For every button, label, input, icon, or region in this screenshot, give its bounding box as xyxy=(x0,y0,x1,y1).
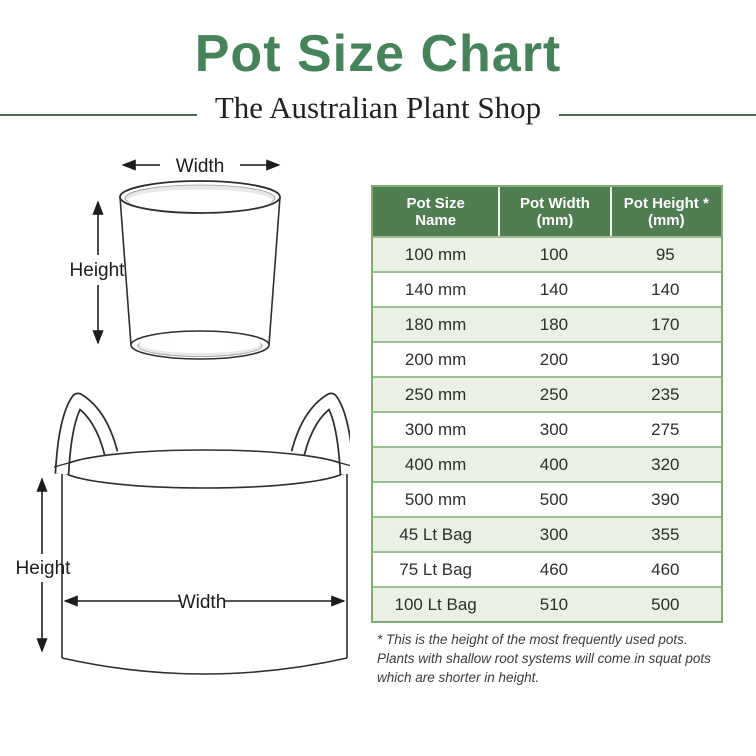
pot-height-cell: 275 xyxy=(651,419,680,439)
grow-bag-diagram xyxy=(15,390,350,700)
pot-width-cell: 300 xyxy=(539,419,569,439)
pot-size-name-cell: 100 mm xyxy=(404,244,467,264)
left-divider-line xyxy=(0,114,197,116)
table-row xyxy=(373,446,721,481)
subtitle-row xyxy=(0,88,756,128)
right-divider-line xyxy=(559,114,756,116)
pot-height-label: Height xyxy=(69,260,125,281)
pot-size-name-cell: 300 mm xyxy=(404,419,467,439)
shop-name-subtitle: The Australian Plant Shop xyxy=(214,90,542,125)
table-body xyxy=(373,236,721,621)
table-row xyxy=(373,551,721,586)
pot-width-label: Width xyxy=(175,156,225,177)
table-row xyxy=(373,481,721,516)
table-row xyxy=(373,586,721,621)
table-row xyxy=(373,411,721,446)
pot-size-name-cell: 180 mm xyxy=(404,314,467,334)
pot-height-cell: 140 xyxy=(651,279,680,299)
column-header-pot-size-name: Pot Size Name xyxy=(406,194,465,229)
pot-width-cell: 200 xyxy=(539,349,569,369)
pot-width-cell: 180 xyxy=(539,314,569,334)
pot-height-cell: 95 xyxy=(655,244,675,264)
pot-width-cell: 500 xyxy=(539,489,569,509)
table-row xyxy=(373,341,721,376)
bag-width-label: Width xyxy=(177,592,227,613)
pot-size-name-cell: 400 mm xyxy=(404,454,467,474)
pot-size-name-cell: 100 Lt Bag xyxy=(394,594,477,614)
pot-height-cell: 500 xyxy=(651,594,680,614)
pot-height-cell: 390 xyxy=(651,489,680,509)
pot-width-cell: 510 xyxy=(539,594,569,614)
bag-outline xyxy=(62,450,347,674)
page-title: Pot Size Chart xyxy=(194,25,562,83)
pot-width-cell: 460 xyxy=(539,559,569,579)
pot-size-name-cell: 250 mm xyxy=(404,384,467,404)
pot-width-cell: 100 xyxy=(539,244,569,264)
table-row xyxy=(373,376,721,411)
pot-outline xyxy=(120,181,280,359)
pot-width-cell: 400 xyxy=(539,454,569,474)
bag-height-label: Height xyxy=(15,558,71,579)
pot-width-cell: 250 xyxy=(539,384,569,404)
pot-size-name-cell: 200 mm xyxy=(404,349,467,369)
table-row xyxy=(373,271,721,306)
table-row xyxy=(373,306,721,341)
table-row xyxy=(373,516,721,551)
pot-height-cell: 235 xyxy=(651,384,680,404)
pot-height-cell: 170 xyxy=(651,314,680,334)
column-header-pot-width: Pot Width (mm) xyxy=(498,187,609,236)
pot-width-cell: 300 xyxy=(539,524,569,544)
table-footnote: * This is the height of the most frequently used pots. Plants with shallow root systems will come in squat pots which are shorter in height. xyxy=(377,632,711,686)
table-header-row xyxy=(373,187,721,236)
pot-height-cell: 320 xyxy=(651,454,680,474)
pot-height-cell: 190 xyxy=(651,349,680,369)
pot-size-name-cell: 45 Lt Bag xyxy=(399,524,473,544)
pot-size-table xyxy=(371,185,723,623)
column-header-pot-height: Pot Height * (mm) xyxy=(610,187,721,236)
pot-width-cell: 140 xyxy=(539,279,569,299)
pot-height-cell: 355 xyxy=(651,524,680,544)
pot-size-name-cell: 500 mm xyxy=(404,489,467,509)
pot-size-name-cell: 140 mm xyxy=(404,279,467,299)
pot-height-cell: 460 xyxy=(651,559,680,579)
table-row xyxy=(373,236,721,271)
pot-size-name-cell: 75 Lt Bag xyxy=(399,559,473,579)
pot-diagram xyxy=(55,145,315,377)
